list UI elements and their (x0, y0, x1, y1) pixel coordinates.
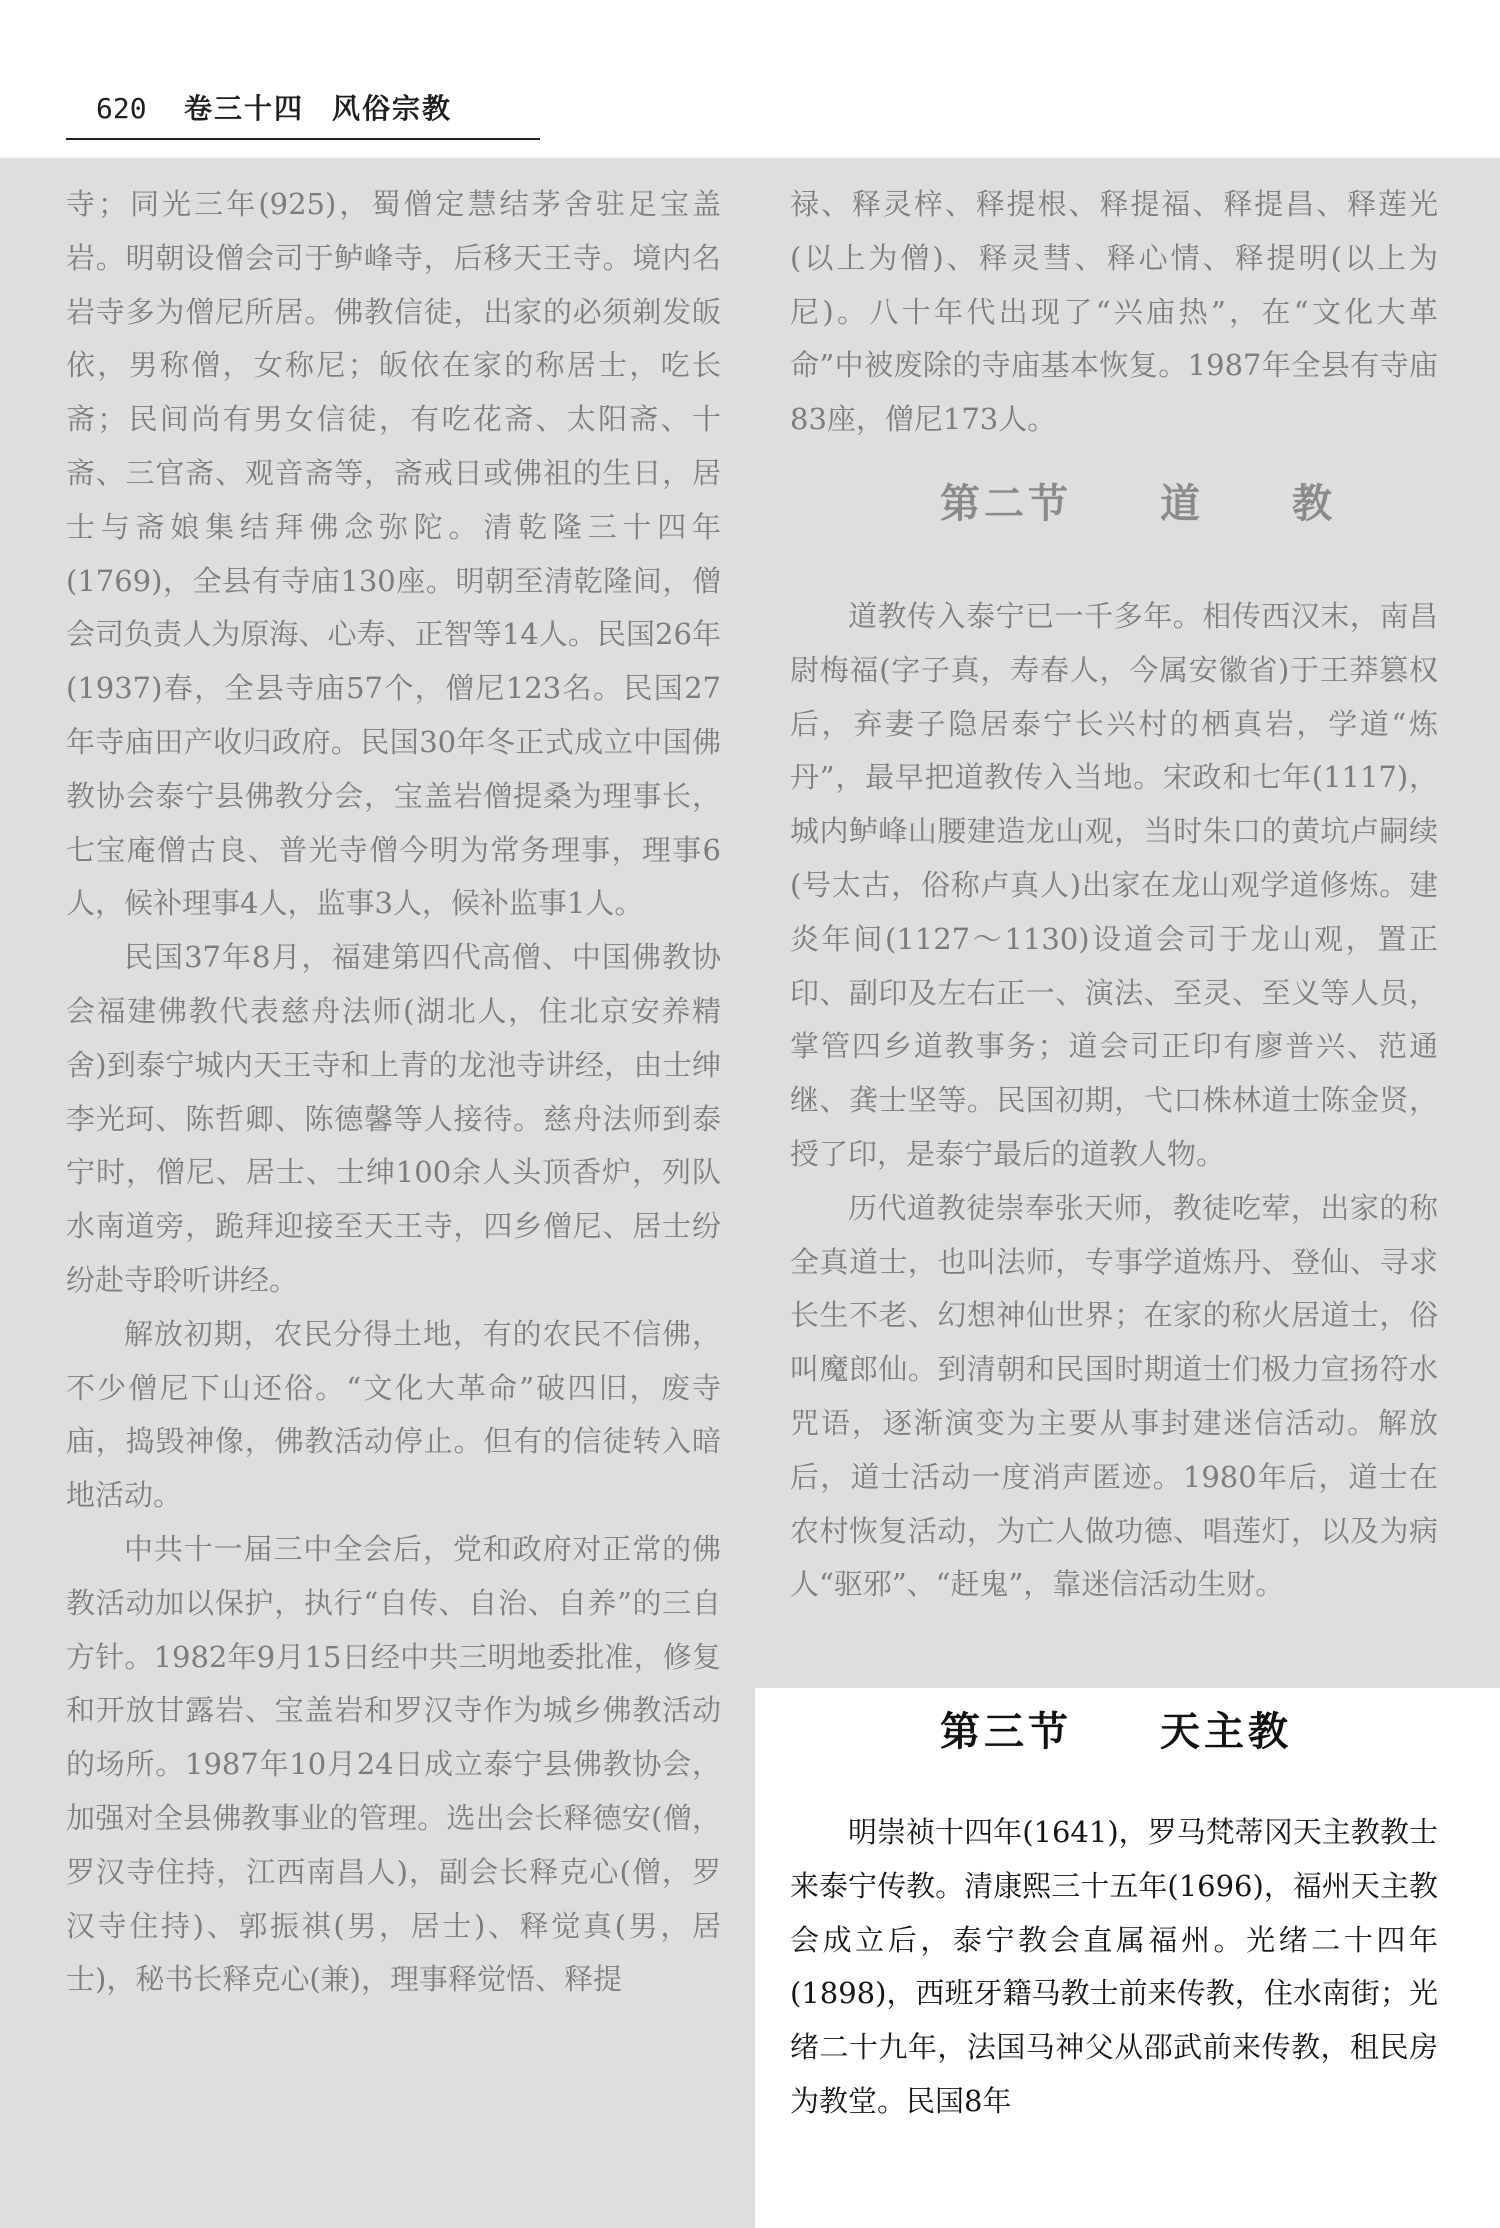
paragraph: 中共十一届三中全会后，党和政府对正常的佛教活动加以保护，执行“自传、自治、自养”的三自方针。1982年9月15日经中共三明地委批准，修复和开放甘露岩、宝盖岩和罗汉寺作为城乡佛教活动的场所。1987年10月24日成立泰宁县佛教协会，加强对全县佛教事业的管理。选出会长释德安(僧，罗汉寺住持，江西南昌人)，副会长释克心(僧，罗汉寺住持)、郭振祺(男，居士)、释觉真(男，居士)，秘书长释克心(兼)，理事释觉悟、释提 (66, 1531, 721, 1997)
section-label: 风俗宗教 (332, 92, 453, 125)
paragraph: 历代道教徒崇奉张天师，教徒吃荤，出家的称全真道士，也叫法师，专事学道炼丹、登仙、寻求长生不老、幻想神仙世界；在家的称火居道士，俗叫魔郎仙。到清朝和民国时期道士们极力宣扬符水咒语，逐渐演变为主要从事封建迷信活动。解放后，道士活动一度消声匿迹。1980年后，道士在农村恢复活动，为亡人做功德、唱莲灯，以及为病人“驱邪”、“赶鬼”，靠迷信活动生财。 (790, 1190, 1438, 1602)
right-column-top (790, 178, 1438, 447)
section-title-catholicism: 第三节 天主教 (940, 1708, 1292, 1755)
paragraph: 民国37年8月，福建第四代高僧、中国佛教协会福建佛教代表慈舟法师(湖北人，住北京安养精舍)到泰宁城内天王寺和上青的龙池寺讲经，由士绅李光珂、陈哲卿、陈德馨等人接待。慈舟法师到泰宁时，僧尼、居士、士绅100余人头顶香炉，列队水南道旁，跪拜迎接至天王寺，四乡僧尼、居士纷纷赴寺聆听讲经。 (66, 940, 721, 1297)
paragraph: 道教传入泰宁已一千多年。相传西汉末，南昌尉梅福(字子真，寿春人，今属安徽省)于王莽篡权后，弃妻子隐居泰宁长兴村的栖真岩，学道“炼丹”，最早把道教传入当地。宋政和七年(1117)，城内鲈峰山腰建造龙山观，当时朱口的黄坑卢嗣续(号太古，俗称卢真人)出家在龙山观学道修炼。建炎年间(1127～1130)设道会司于龙山观，置正印、副印及左右正一、演法、至灵、至义等人员，掌管四乡道教事务；道会司正印有廖普兴、范通继、龚士坚等。民国初期，弋口株林道士陈金贤，授了印，是泰宁最后的道教人物。 (790, 599, 1438, 1171)
section-body-catholicism (790, 1806, 1438, 2129)
section-title-taoism: 第二节 道 教 (940, 480, 1336, 527)
paragraph: 明崇祯十四年(1641)，罗马梵蒂冈天主教教士来泰宁传教。清康熙三十五年(1696)，福州天主教会成立后，泰宁教会直属福州。光绪二十四年(1898)，西班牙籍马教士前来传教，住水南街；光绪二十九年，法国马神父从邵武前来传教，租民房为教堂。民国8年 (790, 1815, 1438, 2118)
paragraph: 禄、释灵梓、释提根、释提福、释提昌、释莲光(以上为僧)、释灵彗、释心情、释提明(以上为尼)。八十年代出现了“兴庙热”，在“文化大革命”中被废除的寺庙基本恢复。1987年全县有寺庙83座，僧尼173人。 (790, 187, 1438, 437)
page-number: 620 (96, 92, 147, 125)
chapter-label: 卷三十四 (184, 92, 305, 125)
header-rule (66, 138, 540, 140)
running-header (66, 84, 540, 142)
section-body-taoism (790, 590, 1438, 1612)
paragraph: 寺；同光三年(925)，蜀僧定慧结茅舍驻足宝盖岩。明朝设僧会司于鲈峰寺，后移天王寺。境内名岩寺多为僧尼所居。佛教信徒，出家的必须剃发皈依，男称僧，女称尼；皈依在家的称居士，吃长斋；民间尚有男女信徒，有吃花斋、太阳斋、十斋、三官斋、观音斋等，斋戒日或佛祖的生日，居士与斋娘集结拜佛念弥陀。清乾隆三十四年(1769)，全县有寺庙130座。明朝至清乾隆间，僧会司负责人为原海、心寿、正智等14人。民国26年(1937)春，全县寺庙57个，僧尼123名。民国27年寺庙田产收归政府。民国30年冬正式成立中国佛教协会泰宁县佛教分会，宝盖岩僧提桑为理事长，七宝庵僧古良、普光寺僧今明为常务理事，理事6人，候补理事4人，监事3人，候补监事1人。 (66, 187, 721, 921)
paragraph: 解放初期，农民分得土地，有的农民不信佛，不少僧尼下山还俗。“文化大革命”破四旧，废寺庙，捣毁神像，佛教活动停止。但有的信徒转入暗地活动。 (66, 1316, 721, 1513)
left-column (66, 178, 721, 2007)
